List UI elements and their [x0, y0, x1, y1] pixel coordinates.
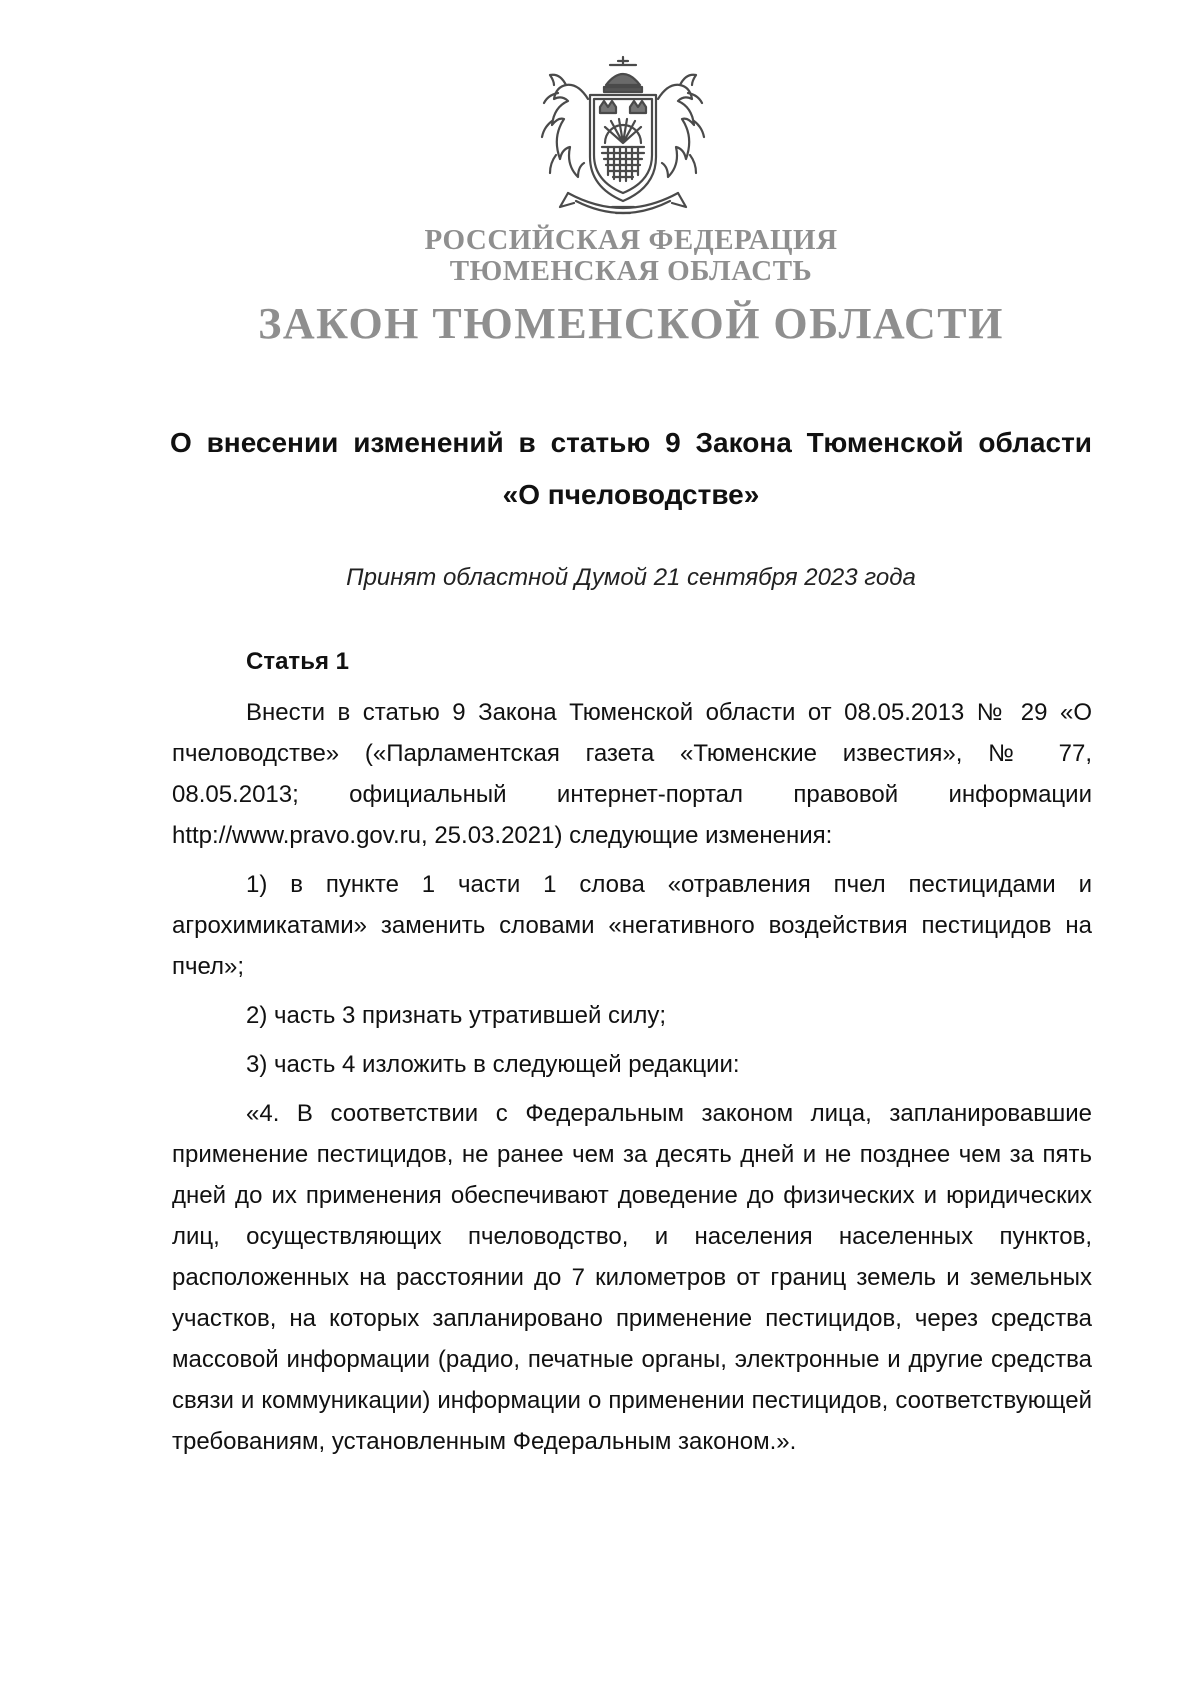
coat-of-arms-icon [528, 55, 718, 223]
article-paragraph: 1) в пункте 1 части 1 слова «отравления пчел пестицидами и агрохимикатами» заменить словами «негативного воздействия пестицидов на пчел»; [172, 871, 1092, 980]
document-type-heading: ЗАКОН ТЮМЕНСКОЙ ОБЛАСТИ [258, 299, 1004, 348]
adoption-note: Принят областной Думой 21 сентября 2023 года [346, 564, 916, 591]
law-title-line-2: «О пчеловодстве» [502, 479, 760, 510]
article-heading: Статья 1 [246, 648, 349, 675]
country-heading: РОССИЙСКАЯ ФЕДЕРАЦИЯ [424, 224, 838, 256]
article-paragraph: Внести в статью 9 Закона Тюменской области от 08.05.2013 № 29 «О пчеловодстве» («Парламентская газета «Тюменские известия», № 77, 08.05.2013; официальный интернет-портал правовой информации http://www.pravo.gov.ru, 25.03.2021) следующие изменения: [172, 699, 1092, 849]
law-title-line-1: О внесении изменений в статью 9 Закона Тюменской области [170, 427, 1092, 458]
article-paragraph: 2) часть 3 признать утратившей силу; [246, 1002, 667, 1029]
article-body [172, 692, 1092, 1470]
region-heading: ТЮМЕНСКАЯ ОБЛАСТЬ [449, 255, 813, 287]
article-paragraph: 3) часть 4 изложить в следующей редакции: [246, 1051, 740, 1078]
article-paragraph: «4. В соответствии с Федеральным законом лица, запланировавшие применение пестицидов, не ранее чем за десять дней и не позднее чем за пять дней до их применения обеспечивают доведение до физических и юридических лиц, осуществляющих пчеловодство, и населения населенных пунктов, расположенных на расстоянии до 7 километров от границ земель и земельных участков, на которых запланировано применение пестицидов, через средства массовой информации (радио, печатные органы, электронные и другие средства связи и коммуникации) информации о применении пестицидов, соответствующей требованиям, установленным Федеральным законом.». [172, 1100, 1092, 1455]
